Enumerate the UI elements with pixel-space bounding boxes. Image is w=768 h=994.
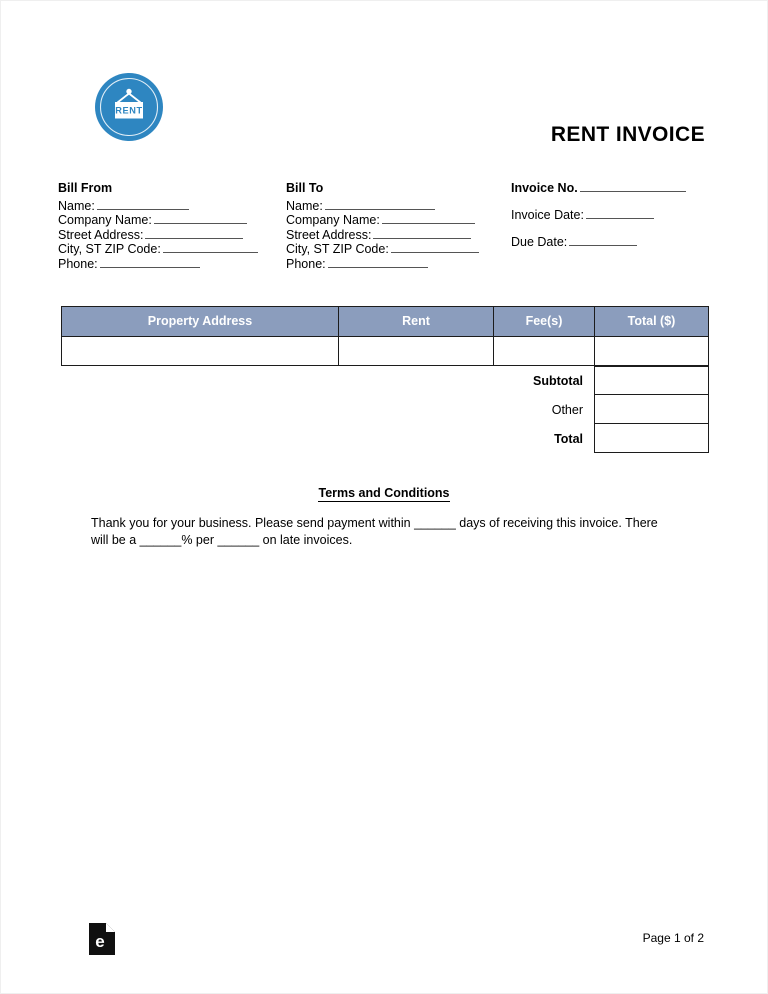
- totals-row-total: [61, 424, 709, 453]
- line-items-table: [61, 306, 709, 366]
- column-header-total: Total ($): [594, 306, 709, 337]
- bill-from-street-label: Street Address:: [58, 227, 144, 242]
- other-label: Other: [551, 402, 583, 417]
- document-e-icon: [89, 923, 115, 955]
- invoice-date-input[interactable]: [586, 208, 654, 219]
- invoice-number-input[interactable]: [580, 181, 686, 192]
- bill-from-phone-label: Phone:: [58, 256, 98, 271]
- bill-from-street: [58, 228, 258, 243]
- bill-from-city-label: City, ST ZIP Code:: [58, 242, 161, 257]
- rent-logo-icon: [93, 71, 165, 143]
- bill-to-street-label: Street Address:: [286, 227, 372, 242]
- invoice-date-label: Invoice Date:: [511, 208, 584, 222]
- bill-from-city: [58, 242, 258, 257]
- bill-from-block: [58, 181, 258, 272]
- bill-from-name-blank[interactable]: [97, 199, 189, 210]
- cell-fees[interactable]: [493, 337, 594, 366]
- totals-row-other: [61, 395, 709, 424]
- bill-from-company: [58, 213, 258, 228]
- invoice-meta-block: [511, 181, 686, 262]
- bill-from-phone-blank[interactable]: [100, 257, 200, 268]
- column-header-rent: Rent: [338, 306, 493, 337]
- bill-to-city: [286, 242, 479, 257]
- subtotal-label: Subtotal: [533, 373, 583, 388]
- page-number: Page 1 of 2: [642, 931, 704, 945]
- column-header-property-address: Property Address: [61, 306, 338, 337]
- other-value[interactable]: [594, 395, 709, 424]
- bill-to-name-label: Name:: [286, 198, 323, 213]
- bill-from-street-blank[interactable]: [145, 228, 243, 239]
- due-date-label: Due Date:: [511, 235, 568, 249]
- bill-to-name: [286, 199, 479, 214]
- bill-to-block: [286, 181, 479, 272]
- bill-from-heading: Bill From: [58, 181, 113, 195]
- bill-to-street-blank[interactable]: [373, 228, 471, 239]
- total-label: Total: [554, 431, 583, 446]
- cell-total[interactable]: [594, 337, 709, 366]
- column-header-fees: Fee(s): [493, 306, 594, 337]
- bill-from-city-blank[interactable]: [163, 242, 258, 253]
- bill-to-company: [286, 213, 479, 228]
- bill-to-street: [286, 228, 479, 243]
- invoice-number-label: Invoice No.: [511, 181, 578, 195]
- table-header-row: [61, 306, 709, 337]
- bill-to-phone-blank[interactable]: [328, 257, 428, 268]
- bill-from-company-blank[interactable]: [154, 213, 247, 224]
- bill-to-heading: Bill To: [286, 181, 324, 195]
- svg-text:RENT: RENT: [115, 105, 143, 116]
- due-date-input[interactable]: [569, 235, 637, 246]
- totals-section: [61, 366, 709, 453]
- document-icon: [89, 923, 115, 955]
- totals-row-subtotal: [61, 366, 709, 395]
- terms-heading: [1, 486, 767, 500]
- bill-to-city-blank[interactable]: [391, 242, 479, 253]
- terms-body: Thank you for your business. Please send payment within ______ days of receiving this invoice. There will be a ______% per ______ on late invoices.: [91, 516, 658, 547]
- cell-property-address[interactable]: [61, 337, 338, 366]
- table-row: [61, 337, 709, 366]
- bill-from-name: [58, 199, 258, 214]
- document-icon-letter: e: [95, 932, 105, 951]
- cell-rent[interactable]: [338, 337, 493, 366]
- bill-to-phone: [286, 257, 479, 272]
- rent-logo: [93, 71, 165, 143]
- invoice-date-row: [511, 208, 686, 222]
- page-title: RENT INVOICE: [550, 123, 705, 146]
- bill-to-company-label: Company Name:: [286, 213, 380, 228]
- bill-to-name-blank[interactable]: [325, 199, 435, 210]
- total-value[interactable]: [594, 424, 709, 453]
- bill-from-name-label: Name:: [58, 198, 95, 213]
- bill-to-city-label: City, ST ZIP Code:: [286, 242, 389, 257]
- bill-from-phone: [58, 257, 258, 272]
- bill-to-phone-label: Phone:: [286, 256, 326, 271]
- subtotal-value[interactable]: [594, 366, 709, 395]
- bill-to-company-blank[interactable]: [382, 213, 475, 224]
- invoice-number-row: [511, 181, 686, 195]
- terms-heading-text: Terms and Conditions: [318, 486, 450, 500]
- bill-from-company-label: Company Name:: [58, 213, 152, 228]
- due-date-row: [511, 235, 686, 249]
